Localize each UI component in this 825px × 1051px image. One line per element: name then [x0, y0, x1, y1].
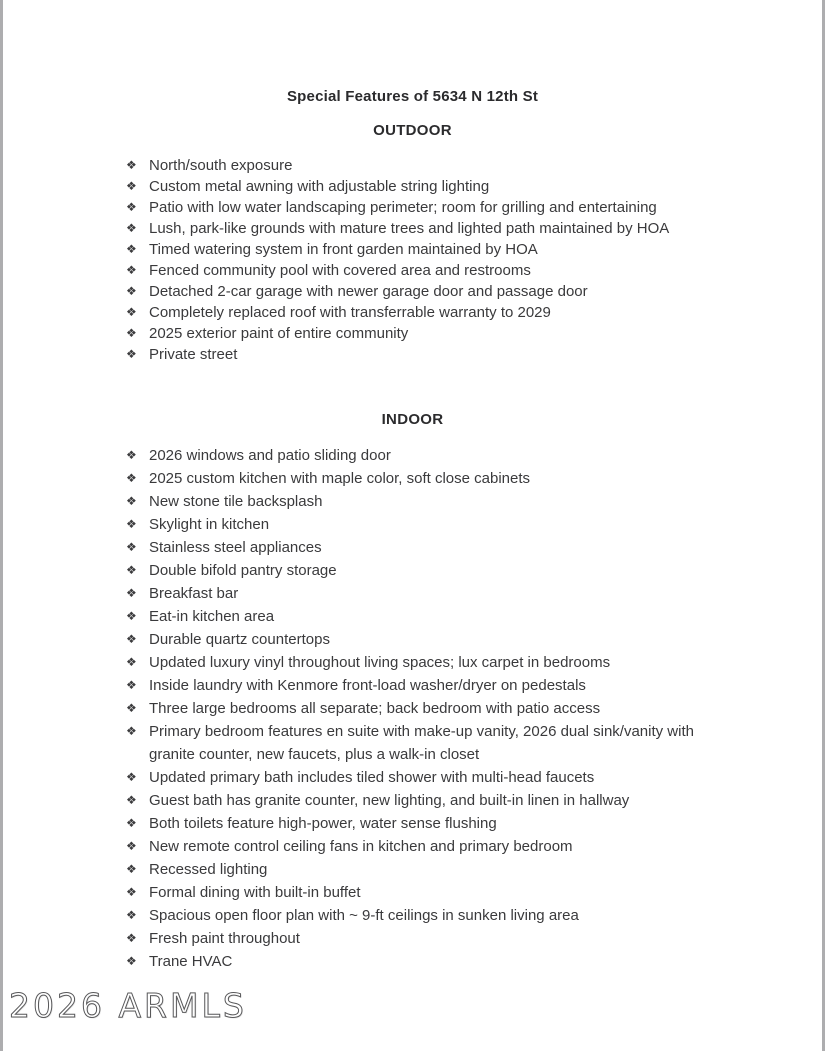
list-item	[126, 559, 732, 582]
diamond-bullet-icon: ❖	[126, 471, 137, 485]
list-item	[126, 628, 732, 651]
diamond-bullet-icon: ❖	[126, 448, 137, 462]
list-item	[126, 218, 732, 239]
list-item	[126, 950, 732, 973]
list-item	[126, 789, 732, 812]
diamond-bullet-icon: ❖	[126, 540, 137, 554]
feature-text: Breakfast bar	[149, 585, 239, 602]
feature-text: Three large bedrooms all separate; back bedroom with patio access	[149, 700, 601, 717]
diamond-bullet-icon: ❖	[126, 326, 137, 340]
list-item	[126, 536, 732, 559]
feature-text: Eat-in kitchen area	[149, 608, 275, 625]
list-item	[126, 858, 732, 881]
list-item	[126, 323, 732, 344]
list-item	[126, 582, 732, 605]
list-item	[126, 835, 732, 858]
section-heading-indoor: INDOOR	[381, 411, 444, 428]
diamond-bullet-icon: ❖	[126, 517, 137, 531]
list-item	[126, 260, 732, 281]
section-heading-outdoor: OUTDOOR	[373, 122, 452, 139]
list-item	[126, 197, 732, 218]
feature-text: 2026 windows and patio sliding door	[149, 447, 391, 464]
feature-text: New remote control ceiling fans in kitchen and primary bedroom	[149, 838, 573, 855]
feature-text: Primary bedroom features en suite with make-up vanity, 2026 dual sink/vanity with granite counter, new faucets, plus a walk-in closet	[149, 723, 694, 763]
feature-text: Trane HVAC	[149, 953, 233, 970]
list-item	[126, 490, 732, 513]
diamond-bullet-icon: ❖	[126, 862, 137, 876]
diamond-bullet-icon: ❖	[126, 793, 137, 807]
diamond-bullet-icon: ❖	[126, 586, 137, 600]
feature-text: 2025 custom kitchen with maple color, soft close cabinets	[149, 470, 531, 487]
feature-text: 2025 exterior paint of entire community	[149, 325, 409, 342]
list-item	[126, 155, 732, 176]
diamond-bullet-icon: ❖	[126, 885, 137, 899]
list-item	[126, 467, 732, 490]
diamond-bullet-icon: ❖	[126, 242, 137, 256]
diamond-bullet-icon: ❖	[126, 678, 137, 692]
feature-text: New stone tile backsplash	[149, 493, 323, 510]
feature-text: Inside laundry with Kenmore front-load washer/dryer on pedestals	[149, 677, 586, 694]
armls-watermark: 2026 ARMLS	[9, 986, 247, 1025]
feature-text: Detached 2-car garage with newer garage door and passage door	[149, 283, 588, 300]
list-item	[126, 697, 732, 720]
feature-text: Completely replaced roof with transferrable warranty to 2029	[149, 304, 551, 321]
feature-text: Lush, park-like grounds with mature trees and lighted path maintained by HOA	[149, 220, 670, 237]
list-item	[126, 766, 732, 789]
diamond-bullet-icon: ❖	[126, 494, 137, 508]
diamond-bullet-icon: ❖	[126, 770, 137, 784]
outdoor-feature-list	[3, 155, 822, 365]
diamond-bullet-icon: ❖	[126, 908, 137, 922]
list-item	[126, 513, 732, 536]
list-item	[126, 281, 732, 302]
feature-text: Formal dining with built-in buffet	[149, 884, 361, 901]
list-item	[126, 904, 732, 927]
feature-text: Both toilets feature high-power, water sense flushing	[149, 815, 497, 832]
diamond-bullet-icon: ❖	[126, 609, 137, 623]
diamond-bullet-icon: ❖	[126, 347, 137, 361]
feature-text: Double bifold pantry storage	[149, 562, 337, 579]
diamond-bullet-icon: ❖	[126, 563, 137, 577]
diamond-bullet-icon: ❖	[126, 931, 137, 945]
list-item	[126, 239, 732, 260]
list-item	[126, 674, 732, 697]
feature-text: Updated primary bath includes tiled shower with multi-head faucets	[149, 769, 595, 786]
diamond-bullet-icon: ❖	[126, 839, 137, 853]
diamond-bullet-icon: ❖	[126, 284, 137, 298]
feature-text: Fenced community pool with covered area and restrooms	[149, 262, 531, 279]
feature-text: Fresh paint throughout	[149, 930, 300, 947]
list-item	[126, 651, 732, 674]
feature-text: Updated luxury vinyl throughout living spaces; lux carpet in bedrooms	[149, 654, 611, 671]
page-title: Special Features of 5634 N 12th St	[286, 88, 539, 105]
list-item	[126, 302, 732, 323]
list-item	[126, 881, 732, 904]
list-item	[126, 176, 732, 197]
diamond-bullet-icon: ❖	[126, 724, 137, 738]
diamond-bullet-icon: ❖	[126, 816, 137, 830]
feature-text: Guest bath has granite counter, new lighting, and built-in linen in hallway	[149, 792, 630, 809]
feature-text: Private street	[149, 346, 238, 363]
diamond-bullet-icon: ❖	[126, 221, 137, 235]
feature-text: North/south exposure	[149, 157, 293, 174]
feature-text: Patio with low water landscaping perimeter; room for grilling and entertaining	[149, 199, 657, 216]
indoor-feature-list	[3, 444, 822, 973]
feature-text: Skylight in kitchen	[149, 516, 270, 533]
list-item	[126, 344, 732, 365]
list-item	[126, 605, 732, 628]
diamond-bullet-icon: ❖	[126, 632, 137, 646]
feature-text: Spacious open floor plan with ~ 9-ft ceilings in sunken living area	[149, 907, 579, 924]
list-item	[126, 927, 732, 950]
diamond-bullet-icon: ❖	[126, 179, 137, 193]
diamond-bullet-icon: ❖	[126, 655, 137, 669]
diamond-bullet-icon: ❖	[126, 954, 137, 968]
feature-text: Custom metal awning with adjustable string lighting	[149, 178, 490, 195]
diamond-bullet-icon: ❖	[126, 263, 137, 277]
feature-text: Timed watering system in front garden maintained by HOA	[149, 241, 538, 258]
diamond-bullet-icon: ❖	[126, 158, 137, 172]
feature-text: Stainless steel appliances	[149, 539, 322, 556]
list-item	[126, 444, 732, 467]
list-item	[126, 720, 732, 766]
feature-text: Recessed lighting	[149, 861, 268, 878]
diamond-bullet-icon: ❖	[126, 305, 137, 319]
feature-text: Durable quartz countertops	[149, 631, 330, 648]
list-item	[126, 812, 732, 835]
diamond-bullet-icon: ❖	[126, 701, 137, 715]
diamond-bullet-icon: ❖	[126, 200, 137, 214]
